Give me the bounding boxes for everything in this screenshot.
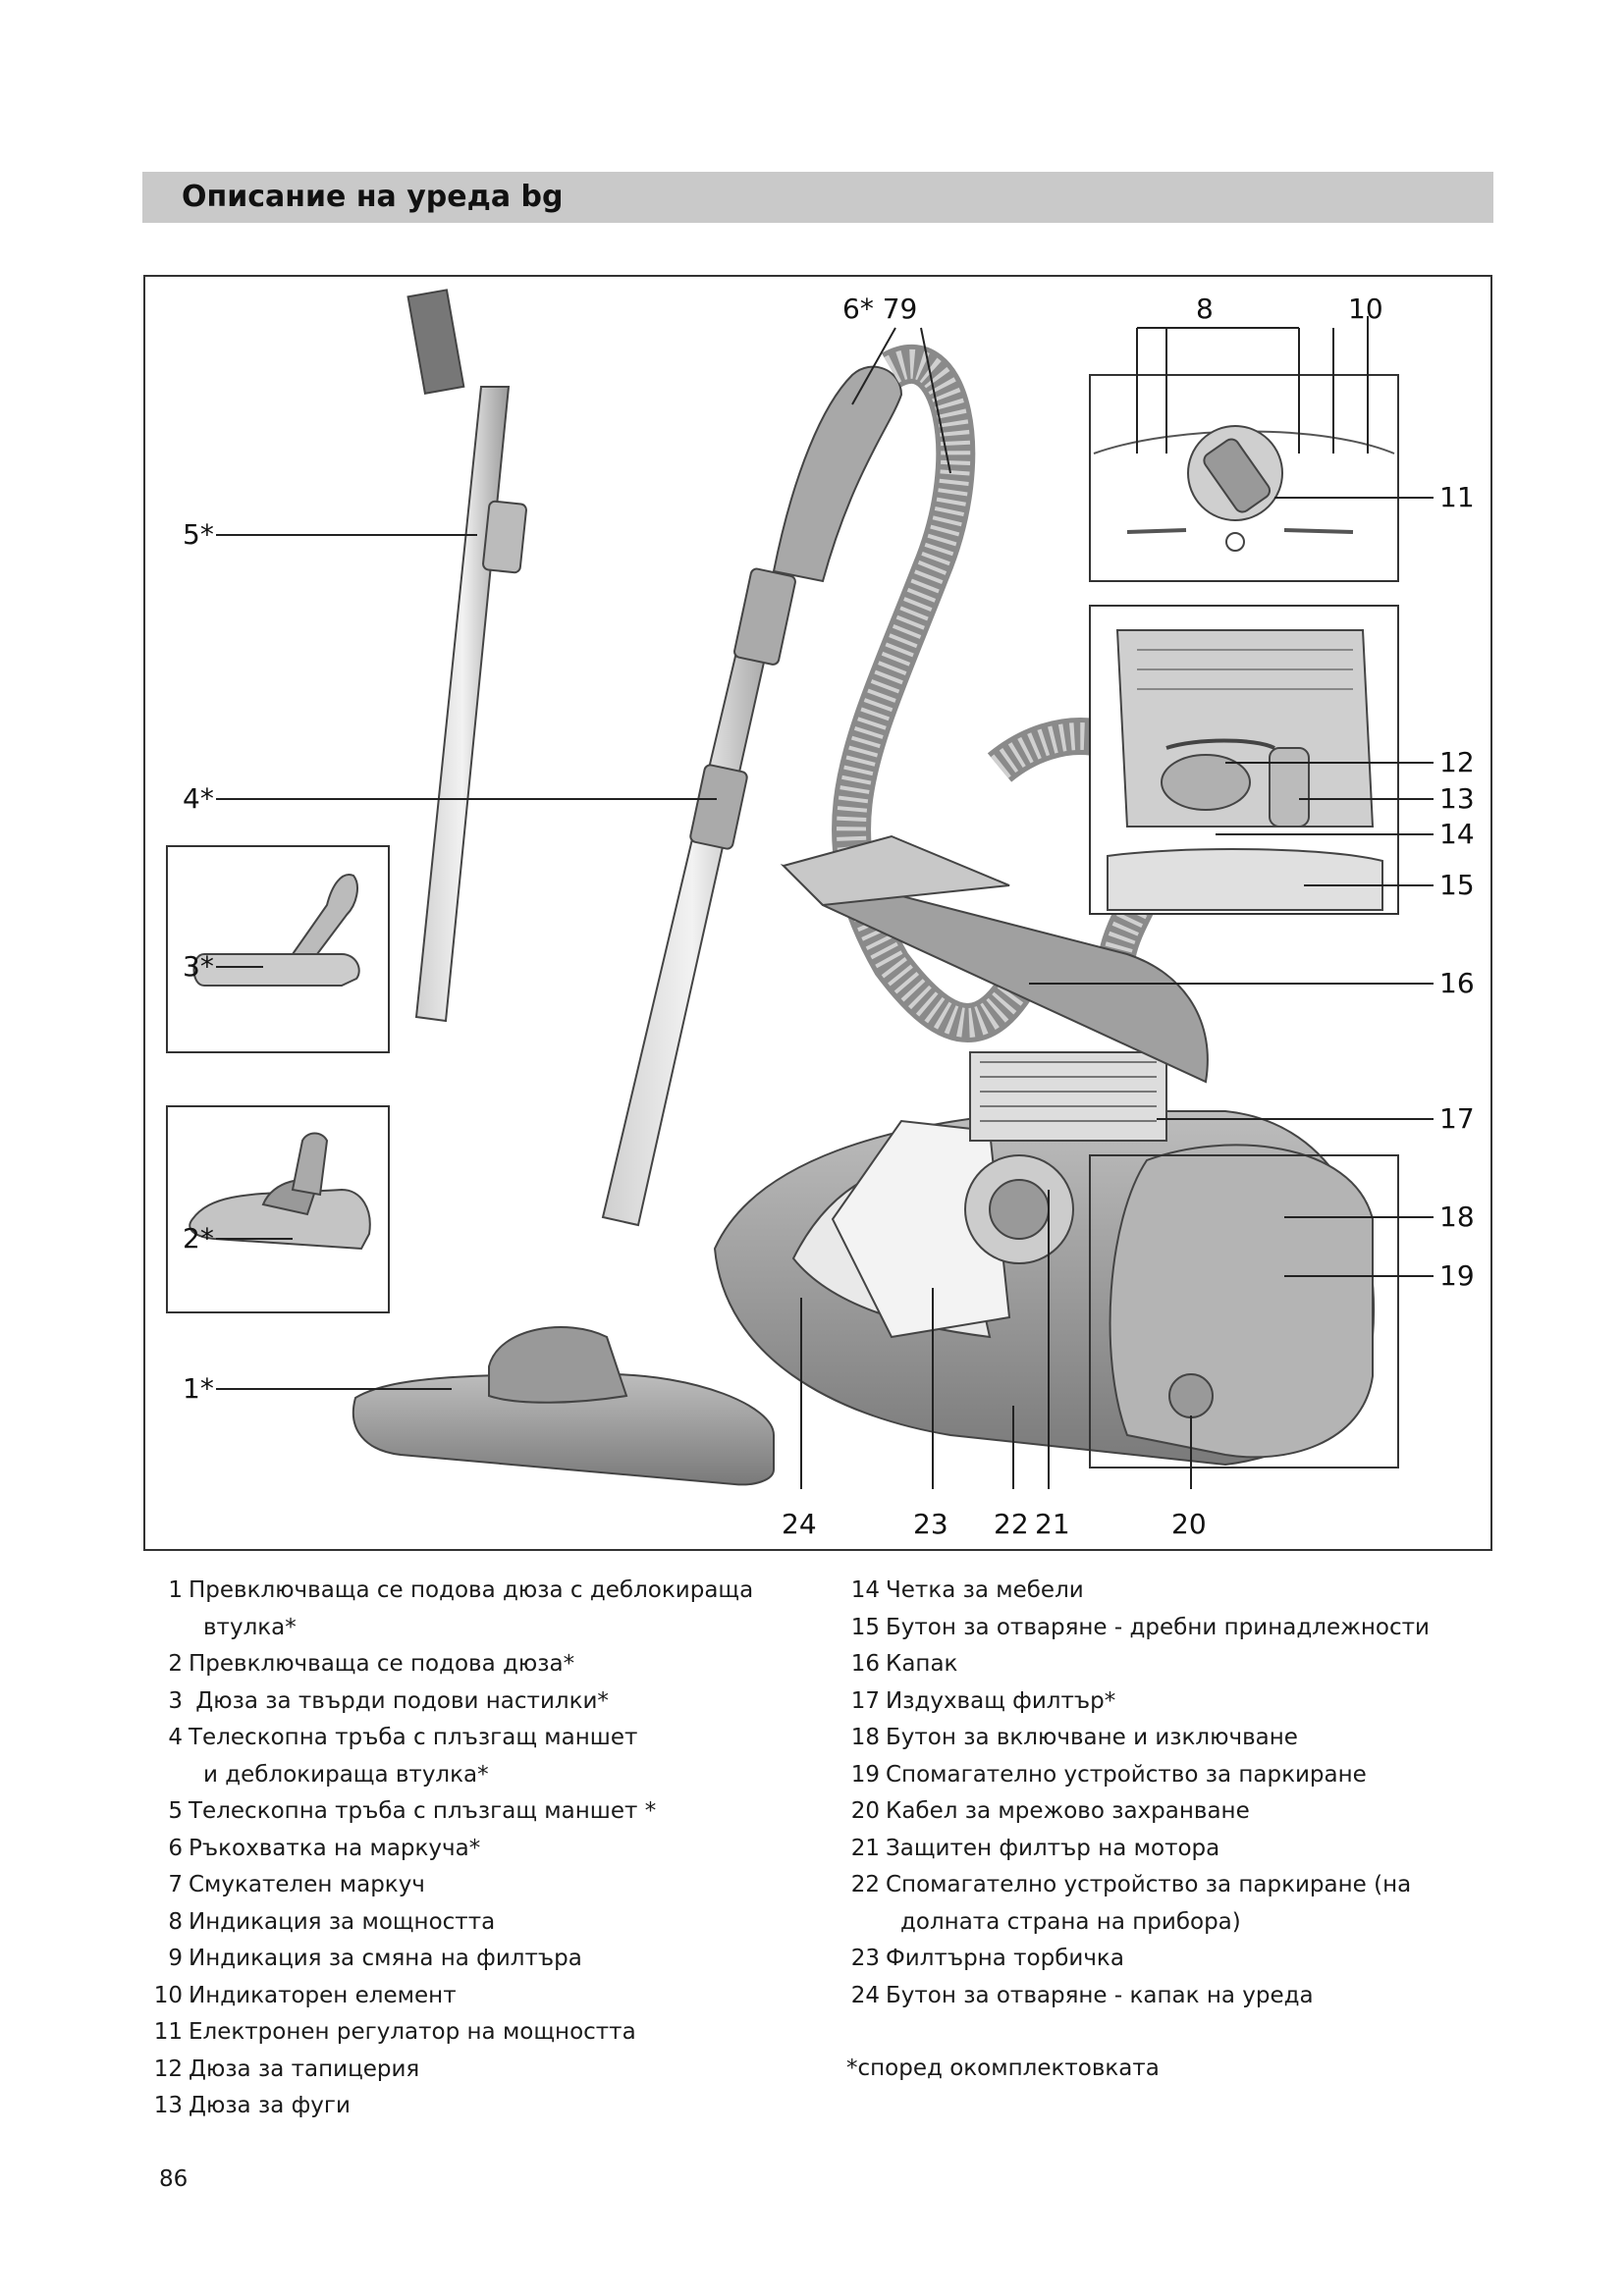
legend-item-4-cont: и деблокираща втулка* xyxy=(203,1761,489,1788)
appliance-diagram xyxy=(143,275,1492,1551)
callout-3: 3* xyxy=(183,950,214,983)
legend-item-15: 15 Бутон за отваряне - дребни принадлежности xyxy=(850,1614,1430,1640)
callout-15: 15 xyxy=(1439,869,1475,901)
legend-item-11: 11 Електронен регулатор на мощността xyxy=(153,2019,636,2045)
legend-item-14: 14 Четка за мебели xyxy=(850,1577,1084,1603)
legend-item-21: 21 Защитен филтър на мотора xyxy=(850,1835,1220,1861)
legend-item-20: 20 Кабел за мрежово захранване xyxy=(850,1798,1250,1824)
legend-item-8: 8 Индикация за мощността xyxy=(168,1908,496,1935)
callout-8: 8 xyxy=(1196,293,1214,325)
callout-13: 13 xyxy=(1439,782,1475,815)
callout-18: 18 xyxy=(1439,1201,1475,1233)
callout-23: 23 xyxy=(913,1508,948,1540)
legend-item-24: 24 Бутон за отваряне - капак на уреда xyxy=(850,1982,1314,2008)
callout-4: 4* xyxy=(183,782,214,815)
telescopic-tube-5 xyxy=(416,387,527,1021)
legend-spacer xyxy=(846,2014,1430,2051)
callout-21: 21 xyxy=(1035,1508,1070,1540)
legend-item-13: 13 Дюза за фуги xyxy=(153,2093,351,2118)
legend-item-1: 1 Превключваща се подова дюза с деблокираща xyxy=(168,1577,754,1603)
inset-switchable-floor-nozzle xyxy=(167,1106,389,1312)
callout-12: 12 xyxy=(1439,746,1475,778)
legend-item-18: 18 Бутон за включване и изключване xyxy=(850,1725,1298,1750)
callout-11: 11 xyxy=(1439,481,1475,513)
diagram-drawing xyxy=(145,277,1494,1553)
vacuum-body xyxy=(715,836,1374,1465)
legend-item-22-cont: долната страна на прибора) xyxy=(900,1908,1241,1935)
inset-accessory-compartment xyxy=(1090,606,1398,914)
legend-item-9: 9 Индикация за смяна на филтъра xyxy=(168,1946,582,1971)
inset-hard-floor-nozzle xyxy=(167,846,389,1052)
legend-item-5: 5 Телескопна тръба с плъзгащ маншет * xyxy=(168,1798,657,1824)
legend-item-16: 16 Капак xyxy=(850,1651,958,1677)
legend-item-3: 3 Дюза за твърди подови настилки* xyxy=(168,1687,609,1714)
callout-14: 14 xyxy=(1439,818,1475,850)
legend-item-1-cont: втулка* xyxy=(203,1614,297,1640)
callout-24: 24 xyxy=(782,1508,817,1540)
legend-item-2: 2 Превключваща се подова дюза* xyxy=(168,1651,575,1677)
callout-16: 16 xyxy=(1439,967,1475,999)
callout-19: 19 xyxy=(1439,1259,1475,1292)
callout-17: 17 xyxy=(1439,1102,1475,1135)
legend-item-12: 12 Дюза за тапицерия xyxy=(153,2056,420,2082)
legend-item-10: 10 Индикаторен елемент xyxy=(153,1982,457,2008)
footnote: *според окомплектовката xyxy=(846,2056,1160,2081)
legend-item-22: 22 Спомагателно устройство за паркиране (на xyxy=(850,1872,1412,1897)
page-number: 86 xyxy=(159,2166,189,2192)
legend-item-4: 4 Телескопна тръба с плъзгащ маншет xyxy=(168,1725,638,1750)
callout-6-7-9: 6* 79 xyxy=(842,293,918,325)
legend-item-6: 6 Ръкохватка на маркуча* xyxy=(168,1835,481,1861)
callout-20: 20 xyxy=(1171,1508,1207,1540)
callout-10: 10 xyxy=(1348,293,1383,325)
legend-item-7: 7 Смукателен маркуч xyxy=(168,1872,425,1897)
callout-2: 2* xyxy=(183,1222,214,1255)
legend-item-19: 19 Спомагателно устройство за паркиране xyxy=(850,1761,1367,1788)
callout-5: 5* xyxy=(183,518,214,551)
page-title: Описание на уреда bg xyxy=(182,180,564,214)
callout-22: 22 xyxy=(994,1508,1029,1540)
legend-left xyxy=(149,1573,753,2125)
legend-right xyxy=(846,1573,1430,2088)
legend-item-17: 17 Издухващ филтър* xyxy=(850,1687,1116,1714)
callout-1: 1* xyxy=(183,1372,214,1405)
section-title-bar xyxy=(142,172,1493,223)
legend-item-23: 23 Филтърна торбичка xyxy=(850,1946,1124,1971)
